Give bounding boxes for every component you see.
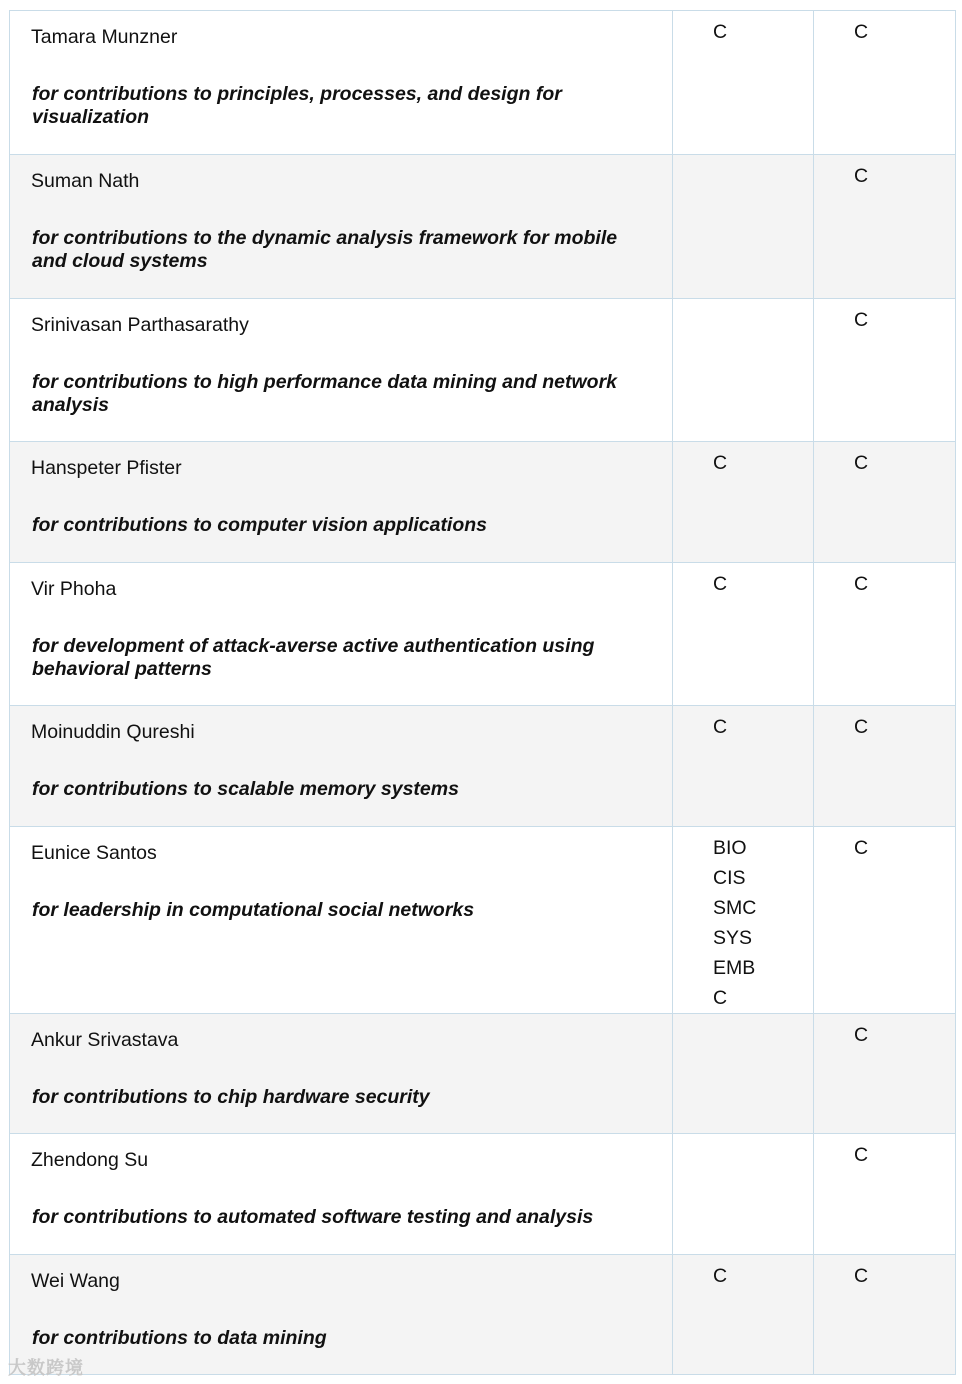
society-codes-2	[814, 1255, 955, 1291]
society-codes-2	[814, 11, 955, 47]
society-cell-1	[673, 11, 814, 155]
society-cell-1	[673, 706, 814, 827]
society-codes-2	[814, 827, 955, 863]
fellow-citation: for contributions to computer vision applications	[32, 514, 488, 536]
society-code: C	[854, 1144, 869, 1166]
society-cell-1	[673, 827, 814, 1014]
fellow-citation: for leadership in computational social networks	[32, 899, 475, 921]
society-codes-1	[673, 1014, 813, 1020]
fellow-cell	[10, 155, 673, 299]
society-codes-2	[814, 442, 955, 478]
society-code: C	[854, 1265, 869, 1287]
fellow-name: Vir Phoha	[31, 578, 117, 600]
fellow-name: Zhendong Su	[31, 1149, 149, 1171]
fellow-citation: for contributions to automated software testing and analysis	[32, 1206, 594, 1228]
society-code: BIO	[713, 837, 747, 859]
society-cell-2	[814, 155, 956, 299]
fellow-cell	[10, 706, 673, 827]
society-cell-2	[814, 11, 956, 155]
society-cell-2	[814, 827, 956, 1014]
society-cell-1	[673, 1134, 814, 1255]
society-code: C	[854, 1024, 869, 1046]
fellow-name: Ankur Srivastava	[31, 1029, 179, 1051]
fellow-name: Tamara Munzner	[31, 26, 178, 48]
table-row	[10, 442, 956, 563]
society-code: CIS	[713, 867, 746, 889]
society-codes-2	[814, 155, 955, 191]
fellow-citation: for contributions to the dynamic analysis framework for mobile and cloud systems	[32, 227, 618, 272]
fellow-cell	[10, 442, 673, 563]
fellow-cell	[10, 563, 673, 706]
table-row	[10, 1014, 956, 1134]
fellow-name: Moinuddin Qureshi	[31, 721, 195, 743]
society-cell-2	[814, 706, 956, 827]
fellow-citation: for contributions to data mining	[32, 1327, 327, 1349]
table-row	[10, 1255, 956, 1375]
fellow-citation: for contributions to principles, processes, and design for visualization	[32, 83, 562, 128]
society-codes-2	[814, 1134, 955, 1170]
fellow-cell	[10, 827, 673, 1014]
table-row	[10, 827, 956, 1014]
society-cell-2	[814, 299, 956, 442]
society-cell-2	[814, 563, 956, 706]
society-codes-1	[673, 442, 813, 478]
society-codes-1	[673, 299, 813, 305]
society-code: C	[854, 452, 869, 474]
society-code: C	[854, 309, 869, 331]
society-code: C	[854, 21, 869, 43]
society-code: C	[854, 837, 869, 859]
society-codes-1	[673, 155, 813, 161]
society-codes-1	[673, 11, 813, 47]
society-cell-2	[814, 1134, 956, 1255]
society-cell-1	[673, 442, 814, 563]
fellow-cell	[10, 11, 673, 155]
society-cell-1	[673, 1255, 814, 1375]
society-cell-2	[814, 1255, 956, 1375]
society-codes-1	[673, 563, 813, 599]
fellow-name: Hanspeter Pfister	[31, 457, 182, 479]
society-codes-2	[814, 299, 955, 335]
table-row	[10, 563, 956, 706]
society-cell-2	[814, 442, 956, 563]
fellow-cell	[10, 1255, 673, 1375]
fellow-name: Wei Wang	[31, 1270, 120, 1292]
fellow-name: Eunice Santos	[31, 842, 157, 864]
society-code: C	[854, 573, 869, 595]
society-code: C	[713, 716, 728, 738]
society-cell-1	[673, 299, 814, 442]
society-code: C	[713, 1265, 728, 1287]
fellows-table	[9, 10, 956, 1375]
society-codes-1	[673, 706, 813, 742]
fellow-name: Suman Nath	[31, 170, 140, 192]
fellow-cell	[10, 1134, 673, 1255]
society-cell-1	[673, 1014, 814, 1134]
society-codes-1	[673, 1255, 813, 1291]
society-code: C	[713, 452, 728, 474]
society-cell-1	[673, 563, 814, 706]
society-codes-2	[814, 706, 955, 742]
society-code: C	[713, 987, 728, 1009]
fellow-cell	[10, 1014, 673, 1134]
fellow-citation: for development of attack-averse active authentication using behavioral patterns	[32, 635, 595, 680]
table-row	[10, 1134, 956, 1255]
society-code: C	[713, 573, 728, 595]
fellows-table-body	[10, 11, 956, 1375]
watermark-text: 大数跨境	[8, 1358, 84, 1378]
society-code: EMB	[713, 957, 756, 979]
society-code: C	[713, 21, 728, 43]
society-codes-1	[673, 827, 813, 1013]
fellow-citation: for contributions to chip hardware security	[32, 1086, 430, 1108]
society-code: SYS	[713, 927, 753, 949]
table-row	[10, 11, 956, 155]
society-codes-2	[814, 1014, 955, 1050]
society-code: SMC	[713, 897, 757, 919]
society-code: C	[854, 165, 869, 187]
fellow-cell	[10, 299, 673, 442]
fellow-name: Srinivasan Parthasarathy	[31, 314, 249, 336]
society-code: C	[854, 716, 869, 738]
fellow-citation: for contributions to high performance data mining and network analysis	[32, 371, 618, 416]
society-cell-2	[814, 1014, 956, 1134]
table-row	[10, 299, 956, 442]
society-codes-1	[673, 1134, 813, 1140]
fellow-citation: for contributions to scalable memory systems	[32, 778, 459, 800]
table-row	[10, 155, 956, 299]
table-row	[10, 706, 956, 827]
society-codes-2	[814, 563, 955, 599]
society-cell-1	[673, 155, 814, 299]
